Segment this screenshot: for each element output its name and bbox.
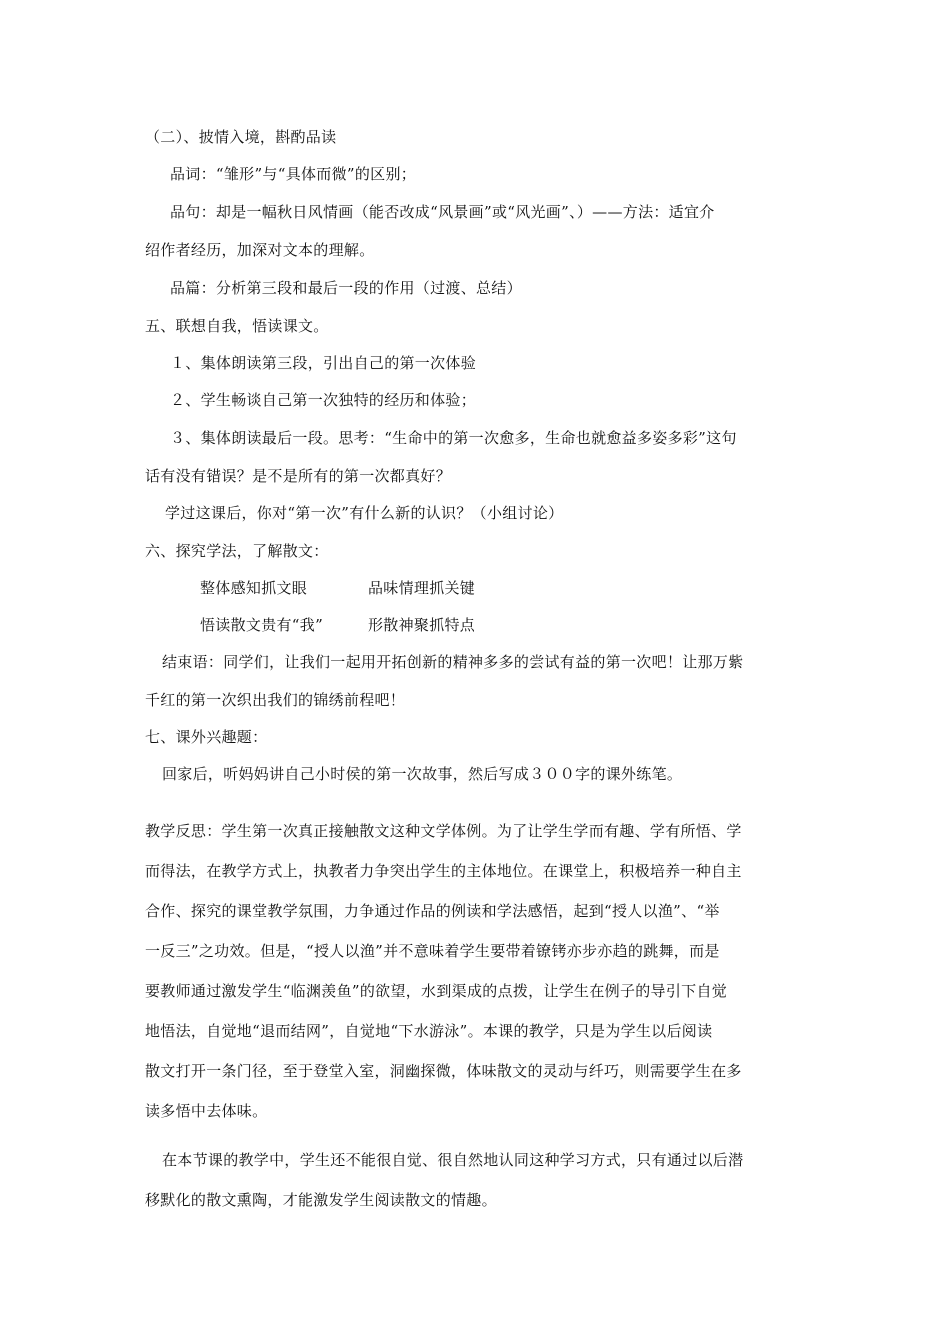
paragraph-line: 话有没有错误？是不是所有的第一次都真好？ (145, 467, 452, 485)
paragraph-line: 绍作者经历，加深对文本的理解。 (145, 241, 375, 259)
paragraph-line: 品篇：分析第三段和最后一段的作用（过渡、总结） (170, 279, 522, 297)
section-heading-2: （二）、披情入境，斟酌品读 (145, 128, 337, 146)
method-item: 形散神聚抓特点 (368, 616, 476, 634)
paragraph-line: 品句：却是一幅秋日风情画（能否改成“风景画”或“风光画”、）——方法：适宜介 (170, 203, 715, 221)
closing-remark: 结束语：同学们，让我们一起用开拓创新的精神多多的尝试有益的第一次吧！让那万紫 (162, 653, 744, 671)
reflection-line: 要教师通过激发学生“临渊羡鱼”的欲望，水到渠成的点拨，让学生在例子的导引下自觉 (145, 982, 728, 1000)
reflection-line: 在本节课的教学中，学生还不能很自觉、很自然地认同这种学习方式，只有通过以后潜 (162, 1151, 744, 1169)
paragraph-line: 品词：“雏形”与“具体而微”的区别； (170, 165, 417, 183)
section-heading-6: 六、探究学法，了解散文： (145, 542, 329, 560)
section-heading-7: 七、课外兴趣题： (145, 728, 268, 746)
reflection-line: 读多悟中去体味。 (145, 1102, 268, 1120)
reflection-line: 地悟法，自觉地“退而结网”，自觉地“下水游泳”。本课的教学，只是为学生以后阅读 (145, 1022, 713, 1040)
list-item: １、集体朗读第三段，引出自己的第一次体验 (170, 354, 477, 372)
reflection-line: 散文打开一条门径，至于登堂入室，洞幽探微，体味散文的灵动与纤巧，则需要学生在多 (145, 1062, 742, 1080)
method-item: 悟读散文贵有“我” (200, 616, 324, 634)
list-item: ３、集体朗读最后一段。思考：“生命中的第一次愈多，生命也就愈益多姿多彩”这句 (170, 429, 737, 447)
closing-remark: 千红的第一次织出我们的锦绣前程吧！ (145, 691, 406, 709)
section-heading-5: 五、联想自我，悟读课文。 (145, 317, 329, 335)
paragraph-line: 学过这课后，你对“第一次”有什么新的认识？（小组讨论） (165, 504, 564, 522)
reflection-line: 移默化的散文熏陶，才能激发学生阅读散文的情趣。 (145, 1191, 497, 1209)
reflection-line: 而得法，在教学方式上，执教者力争突出学生的主体地位。在课堂上，积极培养一种自主 (145, 862, 742, 880)
reflection-line: 教学反思：学生第一次真正接触散文这种文学体例。为了让学生学而有趣、学有所悟、学 (145, 822, 742, 840)
method-item: 品味情理抓关键 (368, 579, 476, 597)
method-item: 整体感知抓文眼 (200, 579, 308, 597)
homework-line: 回家后，听妈妈讲自己小时侯的第一次故事，然后写成３００字的课外练笔。 (162, 765, 683, 783)
list-item: ２、学生畅谈自己第一次独特的经历和体验； (170, 391, 477, 409)
reflection-line: 一反三”之功效。但是，“授人以渔”并不意味着学生要带着镣铐亦步亦趋的跳舞，而是 (145, 942, 720, 960)
reflection-line: 合作、探究的课堂教学氛围，力争通过作品的例读和学法感悟，起到“授人以渔”、“举 (145, 902, 720, 920)
